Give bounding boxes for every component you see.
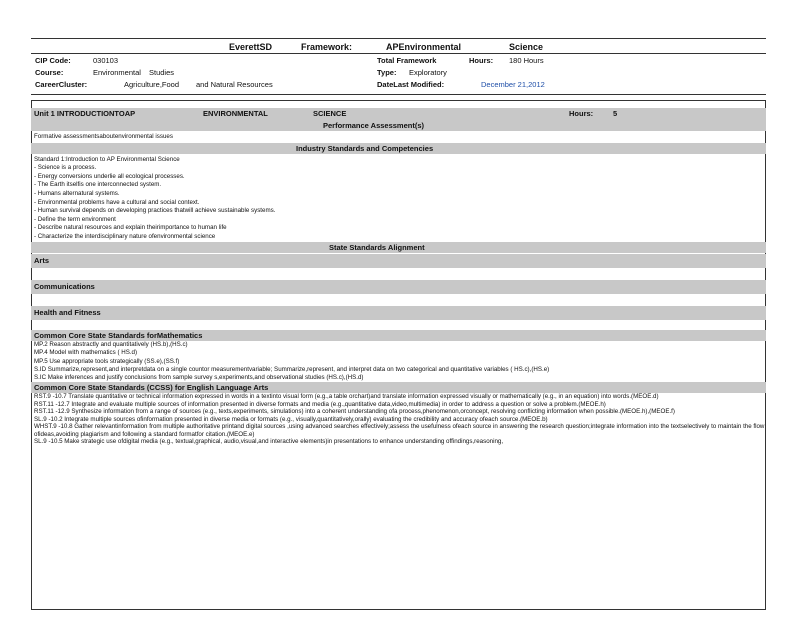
- list-item: - The Earth itselfis one interconnected system.: [34, 181, 162, 189]
- framework-label: Framework:: [301, 42, 353, 52]
- industry-list: [31, 156, 766, 242]
- list-item: - Energy conversions underlie all ecological processes.: [34, 172, 185, 180]
- health-band: Health and Fitness: [31, 306, 766, 320]
- framework-page: [31, 38, 766, 445]
- formative-text: Formative assessmentsaboutenvironmental issues: [34, 133, 173, 140]
- list-item: - Characterize the interdisciplinary nature ofenvironmental science: [34, 232, 216, 240]
- list-item: - Environmental problems have a cultural and social context.: [34, 198, 200, 206]
- cluster-value-2: and Natural Resources: [196, 80, 273, 89]
- list-item: - Humans alternatural systems.: [34, 189, 120, 197]
- document-header: [31, 38, 766, 54]
- unit-hours-value: 5: [613, 109, 618, 118]
- list-item: - Define the term environment: [34, 215, 116, 223]
- course-metadata: [31, 54, 766, 95]
- list-item: RST.11 -12.7 Integrate and evaluate multiple sources of information presented in diverse formats and media (e.g.,quantitative data,video,multimedia) in order to address a question or solve a problem.(MEOE.h): [34, 400, 606, 408]
- list-item: S.IC Make inferences and justify conclusions from sample survey s,experiments,and observational studies (HS.c),(HS.d): [34, 373, 364, 381]
- ela-band: Common Core State Standards (CCSS) for English Language Arts: [31, 382, 766, 393]
- hours-label: Hours:: [469, 56, 494, 65]
- cip-value: 030103: [93, 56, 119, 65]
- cluster-label: CareerCluster:: [35, 80, 88, 89]
- list-item: SL.9 -10.5 Make strategic use ofdigital media (e.g., textual,graphical, audio,visual,and interactive elements)in presentations to enhance understanding offindings,reasoning,: [34, 437, 504, 445]
- math-band: Common Core State Standards forMathematics: [31, 330, 766, 341]
- list-item: MP.2 Reason abstractly and quantitatively (HS.b),(HS.c): [34, 340, 188, 348]
- district-name: EverettSD: [229, 42, 273, 52]
- unit-hours-label: Hours:: [569, 109, 594, 118]
- course-label: Course:: [35, 68, 64, 77]
- cluster-value-1: Agriculture,Food: [124, 80, 180, 89]
- list-item: RST.11 -12.9 Synthesize information from a range of sources (e.g., texts,experiments, simulations) into a coherent understanding ofa process,phenomenon,orconcept, resolving conflicting information when possible.(MEOE.h),(MEOE.f): [34, 408, 675, 416]
- list-item: - Human survival depends on developing practices thatwill achieve sustainable systems.: [34, 207, 276, 215]
- unit-title: Unit 1 INTRODUCTIONTOAP: [34, 109, 136, 118]
- list-item: MP.4 Model with mathematics ( HS.d): [34, 349, 138, 357]
- subject-name: Science: [509, 42, 544, 52]
- type-label: Type:: [377, 68, 397, 77]
- total-hours-label: Total Framework: [377, 56, 437, 65]
- state-standards-band: State Standards Alignment: [31, 242, 766, 253]
- framework-name: APEnvironmental: [386, 42, 462, 52]
- course-value-1: Environmental: [93, 68, 141, 77]
- math-list: [31, 341, 766, 383]
- list-item: Standard 1:Introduction to AP Environmental Science: [34, 155, 180, 163]
- date-label: DateLast Modified:: [377, 80, 445, 89]
- hours-value: 180 Hours: [509, 56, 544, 65]
- list-item: - Science is a process.: [34, 164, 97, 172]
- date-value: December 21,2012: [481, 80, 545, 89]
- list-item: WHST.9 -10.8 Gather relevantinformation from multiple authoritative printand digital sources ,using advanced searches effectively;assess the usefulness ofeach source in answering the research question;integrate information into the textselectively to maintain the flow ofideas,avoiding plagiarism and following a standard formatfor citation.(MEOE.e): [34, 423, 765, 438]
- cip-label: CIP Code:: [35, 56, 71, 65]
- performance-band: Performance Assessment(s): [31, 120, 766, 131]
- communications-band: Communications: [31, 280, 766, 294]
- list-item: - Describe natural resources and explain theirimportance to human life: [34, 224, 227, 232]
- unit-section: [31, 108, 766, 447]
- unit-title-2: ENVIRONMENTAL: [203, 109, 268, 118]
- list-item: MP.5 Use appropriate tools strategically (SS.e),(SS.f): [34, 357, 180, 365]
- type-value: Exploratory: [409, 68, 447, 77]
- course-value-2: Studies: [149, 68, 175, 77]
- unit-band: [31, 108, 766, 120]
- unit-title-3: SCIENCE: [313, 109, 347, 118]
- list-item: S.ID Summarize,represent,and interpretdata on a single countor measurementvariable; Summarize,represent, and interpret data on two categorical and quantitative variables ( HS.c),(HS.e): [34, 366, 550, 374]
- arts-band: Arts: [31, 254, 766, 268]
- list-item: RST.9 -10.7 Translate quantitative or technical information expressed in words in a textinto visual form (e.g.,a table orchart)and translate information expressed visually or mathematically (e.g., in an equation) into words.(MEOE.d): [34, 393, 659, 401]
- list-item: SL.9 -10.2 Integrate multiple sources ofinformation presented in diverse media or formats (e.g., visually,quantitatively,orally) evaluating the credibility and accuracy ofeach source.(MEOE.b): [34, 415, 548, 423]
- industry-band: Industry Standards and Competencies: [31, 143, 766, 154]
- ela-list: [31, 393, 766, 446]
